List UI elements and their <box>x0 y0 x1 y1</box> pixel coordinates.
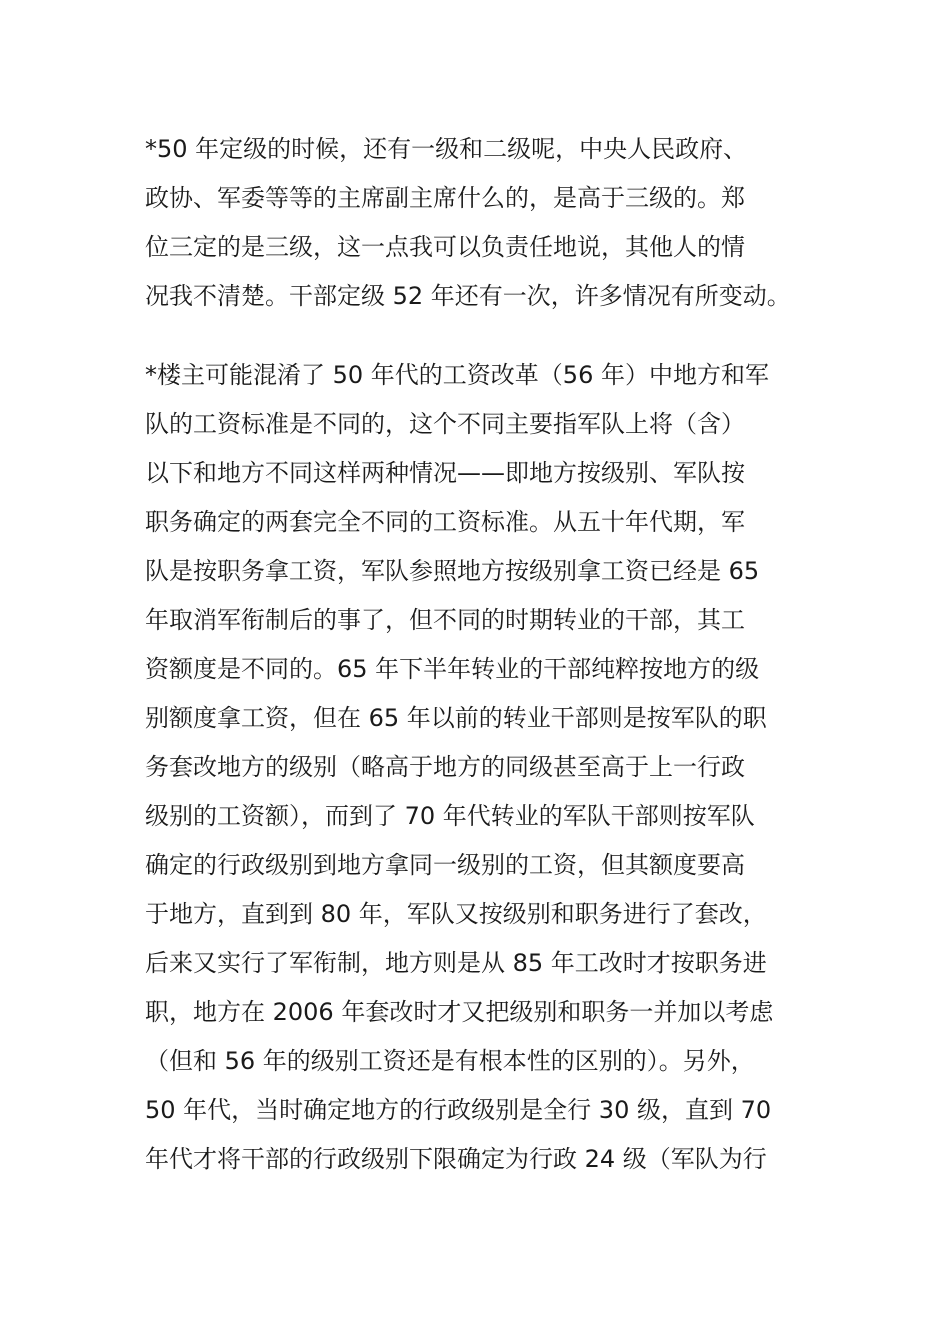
text-line: 于地方，直到到 80 年，军队又按级别和职务进行了套改， <box>145 900 767 928</box>
text-line: 务套改地方的级别（略高于地方的同级甚至高于上一行政 <box>145 753 745 781</box>
text-line: 队的工资标准是不同的，这个不同主要指军队上将（含） <box>145 410 745 438</box>
text-line: 位三定的是三级，这一点我可以负责任地说，其他人的情 <box>145 233 745 261</box>
text-line: 职务确定的两套完全不同的工资标准。从五十年代期，军 <box>145 508 745 536</box>
text-line: 别额度拿工资，但在 65 年以前的转业干部则是按军队的职 <box>145 704 767 732</box>
text-line: 后来又实行了军衔制，地方则是从 85 年工改时才按职务进 <box>145 949 767 977</box>
paragraph-1 <box>145 125 791 321</box>
text-line: 确定的行政级别到地方拿同一级别的工资，但其额度要高 <box>145 851 745 879</box>
text-line: *50 年定级的时候，还有一级和二级呢，中央人民政府、 <box>145 135 748 163</box>
text-line: 队是按职务拿工资，军队参照地方按级别拿工资已经是 65 <box>145 557 760 585</box>
text-line: *楼主可能混淆了 50 年代的工资改革（56 年）中地方和军 <box>145 361 769 389</box>
text-line: （但和 56 年的级别工资还是有根本性的区别的）。另外， <box>145 1047 755 1075</box>
paragraph-2 <box>145 351 773 1184</box>
text-line: 50 年代，当时确定地方的行政级别是全行 30 级，直到 70 <box>145 1096 772 1124</box>
text-line: 资额度是不同的。65 年下半年转业的干部纯粹按地方的级 <box>145 655 760 683</box>
text-line: 年代才将干部的行政级别下限确定为行政 24 级（军队为行 <box>145 1145 767 1173</box>
text-line: 以下和地方不同这样两种情况——即地方按级别、军队按 <box>145 459 745 487</box>
text-line: 况我不清楚。干部定级 52 年还有一次，许多情况有所变动。 <box>145 282 791 310</box>
text-line: 职，地方在 2006 年套改时才又把级别和职务一并加以考虑 <box>145 998 774 1026</box>
text-line: 年取消军衔制后的事了，但不同的时期转业的干部，其工 <box>145 606 745 634</box>
text-line: 级别的工资额），而到了 70 年代转业的军队干部则按军队 <box>145 802 755 830</box>
text-line: 政协、军委等等的主席副主席什么的，是高于三级的。郑 <box>145 184 745 212</box>
